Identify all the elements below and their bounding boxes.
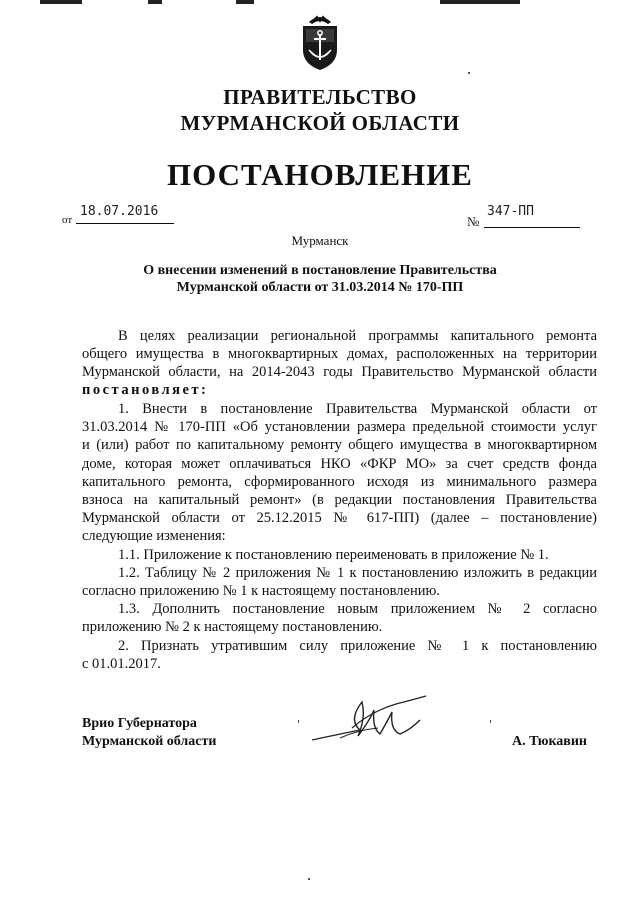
handwritten-signature — [300, 690, 440, 752]
scan-speck — [468, 72, 470, 74]
body-line: В целях реализации региональной программы капитального ремонта — [118, 328, 597, 344]
body-line: 2. Признать утратившим силу приложение № 1 к постановлению — [118, 638, 597, 654]
city: Мурманск — [291, 233, 349, 248]
scan-mark — [40, 0, 82, 4]
date-underline — [76, 223, 174, 224]
date-prefix: от — [62, 214, 73, 226]
body-line: согласно приложению № 1 к настоящему постановлению. — [82, 583, 440, 599]
document-title-line2: Мурманской области от 31.03.2014 № 170-ПП — [176, 280, 464, 295]
scan-speck — [308, 878, 310, 880]
body-line: и (или) работ по капитальному ремонту общего имущества в многоквартирном — [82, 437, 597, 453]
body-line: доме, которая может оплачиваться НКО «ФКР МО» за счет средств фонда — [82, 456, 597, 472]
government-name-line2: МУРМАНСКОЙ ОБЛАСТИ — [180, 111, 460, 135]
scan-speck — [490, 720, 491, 723]
signatory-name: А. Тюкавин — [512, 734, 587, 749]
body-line: капитального ремонта, сформированного исходя из минимального размера — [82, 474, 597, 490]
body-line: с 01.01.2017. — [82, 656, 161, 672]
body-line: 1.2. Таблицу № 2 приложения № 1 к постановлению изложить в редакции — [118, 565, 597, 581]
body-line: 31.03.2014 № 170-ПП «Об установлении размера предельной стоимости услуг — [82, 419, 597, 435]
document-title-line1: О внесении изменений в постановление Правительства — [143, 263, 497, 278]
signatory-position-line1: Врио Губернатора — [82, 716, 197, 731]
number-underline — [484, 227, 580, 228]
body-line: общего имущества в многоквартирных домах, расположенных на территории — [82, 346, 597, 362]
scan-speck — [298, 720, 299, 723]
body-line: Мурманской области, на 2014-2043 годы Правительство Мурманской области — [82, 364, 597, 380]
government-name-line1: ПРАВИТЕЛЬСТВО — [223, 85, 417, 109]
coat-of-arms-icon — [295, 12, 345, 72]
number-prefix: № — [467, 214, 480, 229]
signatory-position-line2: Мурманской области — [82, 734, 217, 749]
body-line: 1.1. Приложение к постановлению переименовать в приложение № 1. — [118, 547, 549, 563]
body-line: приложению № 2 к настоящему постановлению. — [82, 619, 383, 635]
body-line: 1. Внести в постановление Правительства Мурманской области от — [118, 401, 597, 417]
document-date: 18.07.2016 — [80, 204, 159, 219]
body-line: Мурманской области от 25.12.2015 № 617-ПП) (далее – постановление) — [82, 510, 597, 526]
scan-mark — [440, 0, 520, 4]
body-line: следующие изменения: — [82, 528, 226, 544]
scan-mark — [236, 0, 254, 4]
scan-mark — [148, 0, 162, 4]
body-line-resolves: постановляет: — [82, 382, 209, 398]
document-type: ПОСТАНОВЛЕНИЕ — [167, 157, 473, 192]
body-line: взноса на капитальный ремонт» (в редакции постановления Правительства — [82, 492, 597, 508]
document-number: 347-ПП — [487, 204, 534, 219]
body-line: 1.3. Дополнить постановление новым приложением № 2 согласно — [118, 601, 597, 617]
